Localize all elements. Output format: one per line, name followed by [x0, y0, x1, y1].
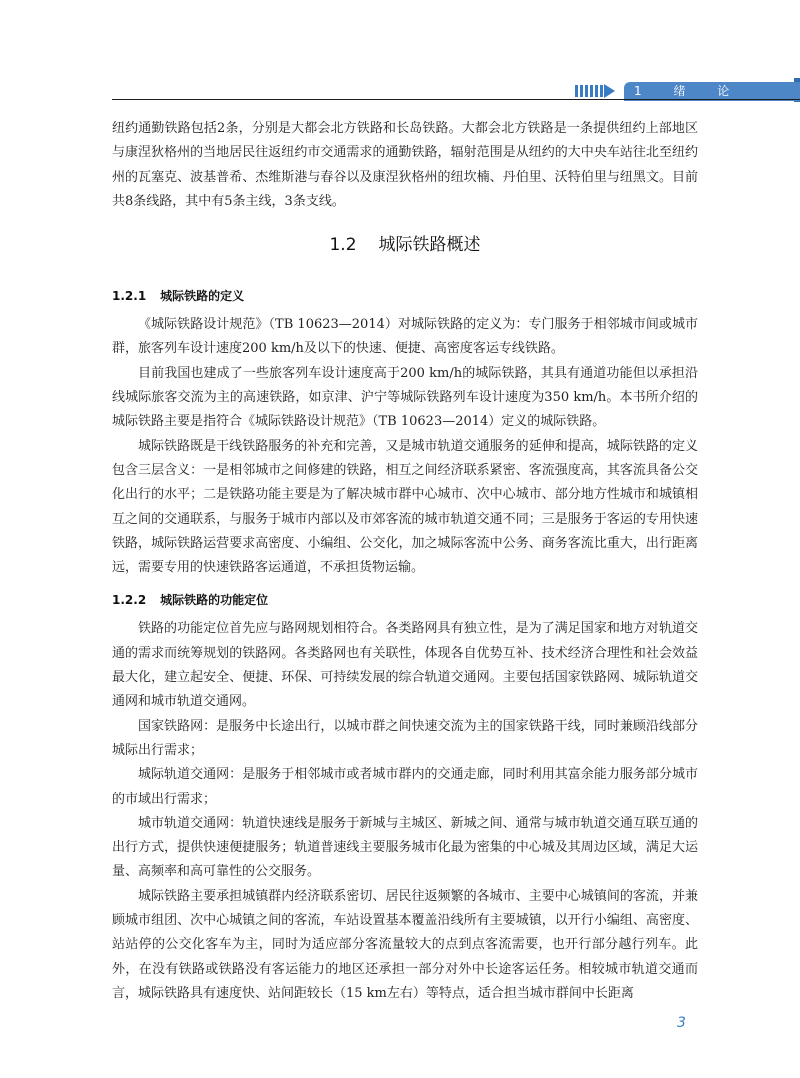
page-body	[112, 117, 698, 1006]
paragraph: 目前我国也建成了一些旅客列车设计速度高于200 km/h的城际铁路，其具有通道功能但以承担沿线城际旅客交流为主的高速铁路，如京津、沪宁等城际铁路列车设计速度为350 km/h。本书所介绍的城际铁路主要是指符合《城际铁路设计规范》（TB 10623—2014）定义的城际铁路。	[112, 365, 698, 430]
subsection-2-title: 城际铁路的功能定位	[160, 593, 269, 608]
paragraph: 铁路的功能定位首先应与路网规划相符合。各类路网具有独立性，是为了满足国家和地方对轨道交通的需求而统筹规划的铁路网。各类路网也有关联性，体现各自优势互补、技术经济合理性和社会效益最大化，建立起安全、便捷、环保、可持续发展的综合轨道交通网。主要包括国家铁路网、城际轨道交通网和城市轨道交通网。	[112, 621, 698, 710]
section-title: 城际铁路概述	[378, 235, 481, 256]
paragraph: 国家铁路网：是服务中长途出行，以城市群之间快速交流为主的国家铁路干线，同时兼顾沿线部分城际出行需求；	[112, 718, 698, 758]
section-heading	[112, 214, 698, 276]
paragraph: 城际轨道交通网：是服务于相邻城市或者城市群内的交通走廊，同时利用其富余能力服务部分城市的市域出行需求；	[112, 767, 698, 807]
subsection-2-number: 1.2.2	[112, 593, 147, 608]
header-bars-decoration	[575, 85, 603, 97]
header-arrow-icon	[604, 84, 615, 98]
paragraph: 城际铁路既是干线铁路服务的补充和完善，又是城市轨道交通服务的延伸和提高，城际铁路的定义包含三层含义：一是相邻城市之间修建的铁路，相互之间经济联系紧密、客流强度高，其客流具备公交化出行的水平；二是铁路功能主要是为了解决城市群中心城市、次中心城市、部分地方性城市和城镇相互之间的交通联系，与服务于城市内部以及市郊客流的城市轨道交通不同；三是服务于客运的专用快速铁路，城际铁路运营要求高密度、小编组、公交化，加之城际客流中公务、商务客流比重大，出行距离远，需要专用的快速铁路客运通道，不承担货物运输。	[112, 438, 698, 576]
paragraph: 《城际铁路设计规范》（TB 10623—2014）对城际铁路的定义为：专门服务于相邻城市间或城市群，旅客列车设计速度200 km/h及以下的快速、便捷、高密度客运专线铁路。	[112, 317, 698, 357]
intro-paragraph: 纽约通勤铁路包括2条，分别是大都会北方铁路和长岛铁路。大都会北方铁路是一条提供纽约上部地区与康涅狄格州的当地居民往返纽约市交通需求的通勤铁路，辐射范围是从纽约的大中央车站往北至纽约州的瓦塞克、波基普希、杰维斯港与春谷以及康涅狄格州的纽坎楠、丹伯里、沃特伯里与纽黑文。目前共8条线路，其中有5条主线，3条支线。	[112, 121, 698, 209]
subsection-1-number: 1.2.1	[112, 289, 147, 304]
header-rule	[112, 99, 800, 100]
subsection-heading-2	[112, 580, 698, 617]
subsection-heading-1	[112, 276, 698, 313]
paragraph: 城市轨道交通网：轨道快速线是服务于新城与主城区、新城之间、通常与城市轨道交通互联互通的出行方式，提供快速便捷服务；轨道普速线主要服务城市化最为密集的中心城及其周边区域，满足大运量、高频率和高可靠性的公交服务。	[112, 815, 698, 880]
chapter-header-label: 1 绪 论	[624, 82, 800, 101]
page-number: 3	[677, 1015, 686, 1031]
paragraph: 城际铁路主要承担城镇群内经济联系密切、居民往返频繁的各城市、主要中心城镇间的客流，并兼顾城市组团、次中心城镇之间的客流，车站设置基本覆盖沿线所有主要城镇，以开行小编组、高密度、站站停的公交化客车为主，同时为适应部分客流量较大的点到点客流需要，也开行部分越行列车。此外，在没有铁路或铁路没有客运能力的地区还承担一部分对外中长途客运任务。相较城市轨道交通而言，城际铁路具有速度快、站间距较长（15 km左右）等特点，适合担当城市群间中长距离	[112, 888, 698, 1001]
subsection-1-title: 城际铁路的定义	[160, 289, 245, 304]
section-number: 1.2	[329, 235, 357, 256]
